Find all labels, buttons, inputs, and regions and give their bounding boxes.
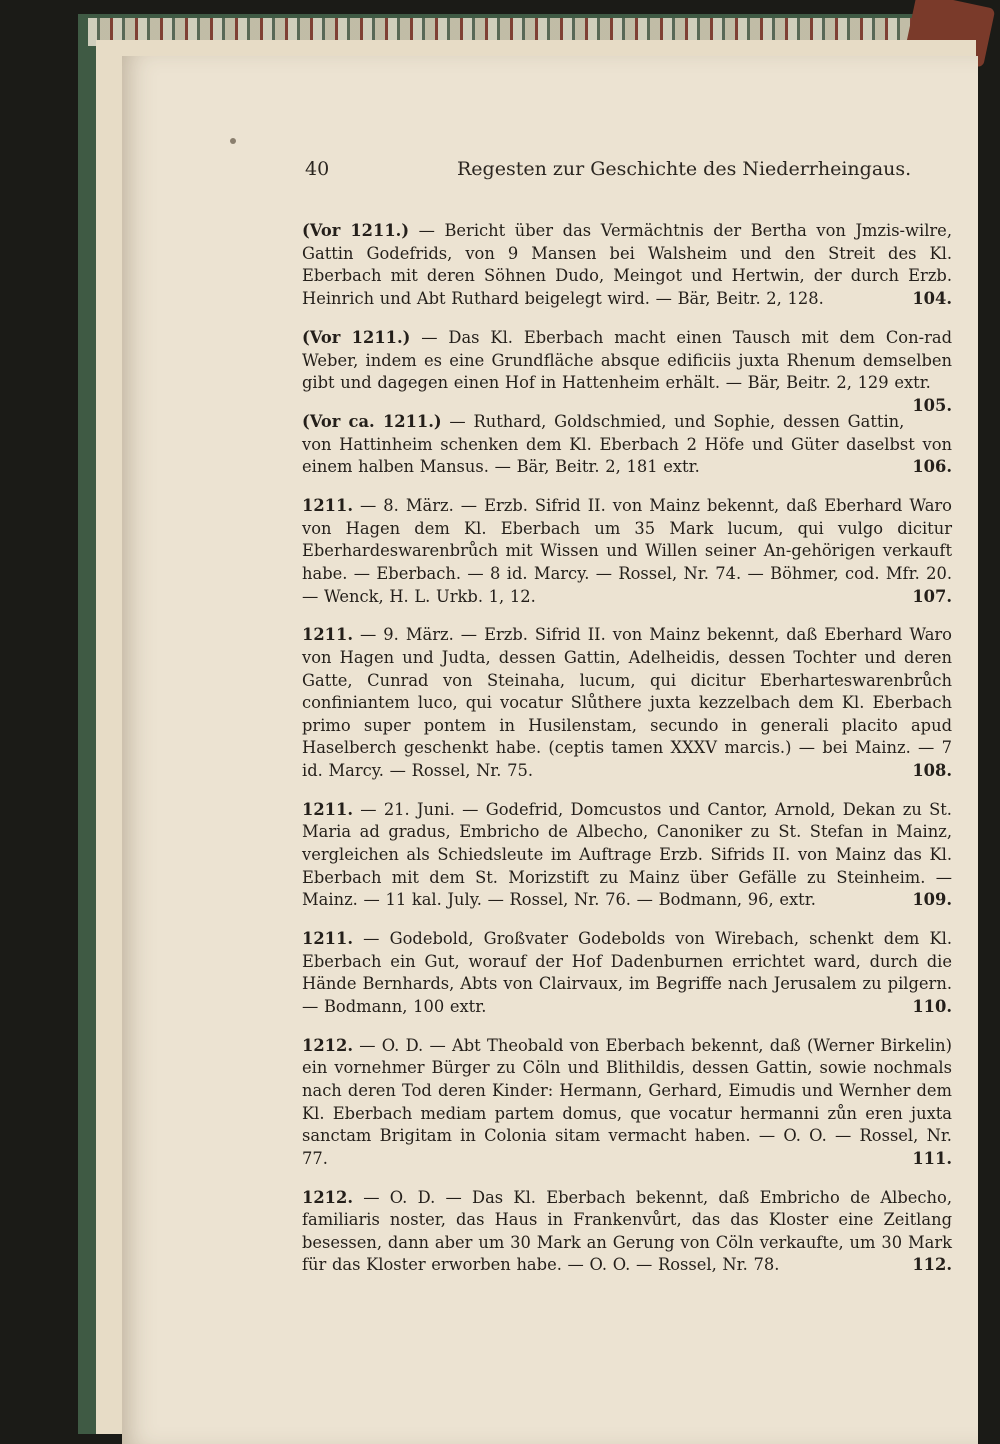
entry-text: — 8. März. — Erzb. Sifrid II. von Mainz bekennt, daß Eberhard Waro von Hagen dem Kl. Eberbach um 35 Mark lucum, qui vulgo dicitur Eberhardeswarenbrůch mit Wissen und Willen seiner An-gehörigen verkauft habe. — Eberbach. — 8 id. Marcy. — Rossel, Nr. 74. — Böhmer, cod. Mfr. 20. — Wenck, H. L. Urkb. 1, 12. xyxy=(302,496,952,606)
regest-entry xyxy=(302,799,952,912)
entry-date: 1211. xyxy=(302,929,353,949)
entry-number: 108. xyxy=(912,760,952,780)
entry-date: (Vor ca. 1211.) xyxy=(302,412,442,432)
entry-date: 1212. xyxy=(302,1035,353,1055)
entry-number: 106. xyxy=(912,457,952,477)
entry-date: 1211. xyxy=(302,496,353,516)
page-header xyxy=(305,158,955,188)
entry-date: 1212. xyxy=(302,1187,353,1207)
entry-number: 104. xyxy=(912,289,952,309)
page-content xyxy=(302,204,952,1283)
entry-date: 1211. xyxy=(302,799,353,819)
regest-entry xyxy=(302,411,952,479)
regest-entry xyxy=(302,928,952,1018)
entry-text: — O. D. — Abt Theobald von Eberbach bekennt, daß (Werner Birkelin) ein vornehmer Bürger zu Cöln und Blithildis, dessen Gattin, sowie nochmals nach deren Tod deren Kinder: Hermann, Gerhard, Eimudis und Wernher dem Kl. Eberbach mediam partem domus, que vocatur hermanni zůn eren juxta sanctam Brigitam in Colonia sitam vermacht haben. — O. O. — Rossel, Nr. 77. xyxy=(302,1035,952,1168)
entry-number: 112. xyxy=(912,1255,952,1275)
entry-date: (Vor 1211.) xyxy=(302,327,411,347)
regest-entry xyxy=(302,1187,952,1277)
entry-number: 111. xyxy=(912,1148,952,1168)
entry-text: — 21. Juni. — Godefrid, Domcustos und Cantor, Arnold, Dekan zu St. Maria ad gradus, Embricho de Albecho, Canoniker zu St. Stefan in Mainz, vergleichen als Schiedsleute im Auftrage Erzb. Sifrids II. von Mainz das Kl. Eberbach mit dem St. Morizstift zu Mainz über Gefälle zu Steinheim. — Mainz. — 11 kal. July. — Rossel, Nr. 76. — Bodmann, 96, extr. xyxy=(302,799,952,910)
entry-number: 109. xyxy=(912,890,952,910)
entry-text: — Das Kl. Eberbach macht einen Tausch mit dem Con-rad Weber, indem es eine Grundfläche absque edificiis juxta Rhenum demselben gibt und dagegen einen Hof in Hattenheim erhält. — Bär, Beitr. 2, 129 extr. xyxy=(302,327,952,393)
entry-date: 1211. xyxy=(302,625,353,645)
entry-number: 107. xyxy=(912,586,952,606)
entry-text: — O. D. — Das Kl. Eberbach bekennt, daß Embricho de Albecho, familiaris noster, das Haus in Frankenvůrt, das das Kloster eine Zeitlang besessen, dann aber um 30 Mark an Gerung von Cöln verkaufte, um 30 Mark für das Kloster erworben habe. — O. O. — Rossel, Nr. 78. xyxy=(302,1187,952,1275)
regest-entry xyxy=(302,624,952,782)
paper-spot xyxy=(230,138,236,144)
entry-date: (Vor 1211.) xyxy=(302,221,410,241)
entry-text: — 9. März. — Erzb. Sifrid II. von Mainz bekennt, daß Eberhard Waro von Hagen und Judta, dessen Gattin, Adelheidis, dessen Tochter und deren Gatte, Cunrad von Steinaha, lucum, qui dicitur Eberharteswarenbrůch confiniantem luco, qui vocatur Slůthere juxta kezzelbach dem Kl. Eberbach primo super pontem in Husilenstam, secundo in generali placito apud Haselberch geschenkt habe. (ceptis tamen XXXV marcis.) — bei Mainz. — 7 id. Marcy. — Rossel, Nr. 75. xyxy=(302,625,952,780)
page-number: 40 xyxy=(305,158,330,180)
regest-entry xyxy=(302,1035,952,1171)
entry-number: 105. xyxy=(912,395,952,415)
entry-text: — Bericht über das Vermächtnis der Bertha von Jmzis-wilre, Gattin Godefrids, von 9 Mansen bei Walsheim und den Streit des Kl. Eberbach mit deren Söhnen Dudo, Meingot und Hertwin, der durch Erzb. Heinrich und Abt Ruthard beigelegt wird. — Bär, Beitr. 2, 128. xyxy=(302,221,952,309)
entry-text: — Ruthard, Goldschmied, und Sophie, dessen Gattin, von Hattinheim schenken dem Kl. Eberbach 2 Höfe und Güter daselbst von einem halben Mansus. — Bär, Beitr. 2, 181 extr. xyxy=(302,412,952,477)
entry-number: 110. xyxy=(912,996,952,1016)
regest-entry xyxy=(302,327,952,415)
running-title: Regesten zur Geschichte des Niederrheingaus. xyxy=(457,158,912,180)
regest-entry xyxy=(302,220,952,310)
entry-text: — Godebold, Großvater Godebolds von Wirebach, schenkt dem Kl. Eberbach ein Gut, worauf der Hof Dadenburnen errichtet ward, durch die Hände Bernhards, Abts von Clairvaux, im Begriffe nach Jerusalem zu pilgern. — Bodmann, 100 extr. xyxy=(302,929,953,1016)
regest-entry xyxy=(302,495,952,608)
